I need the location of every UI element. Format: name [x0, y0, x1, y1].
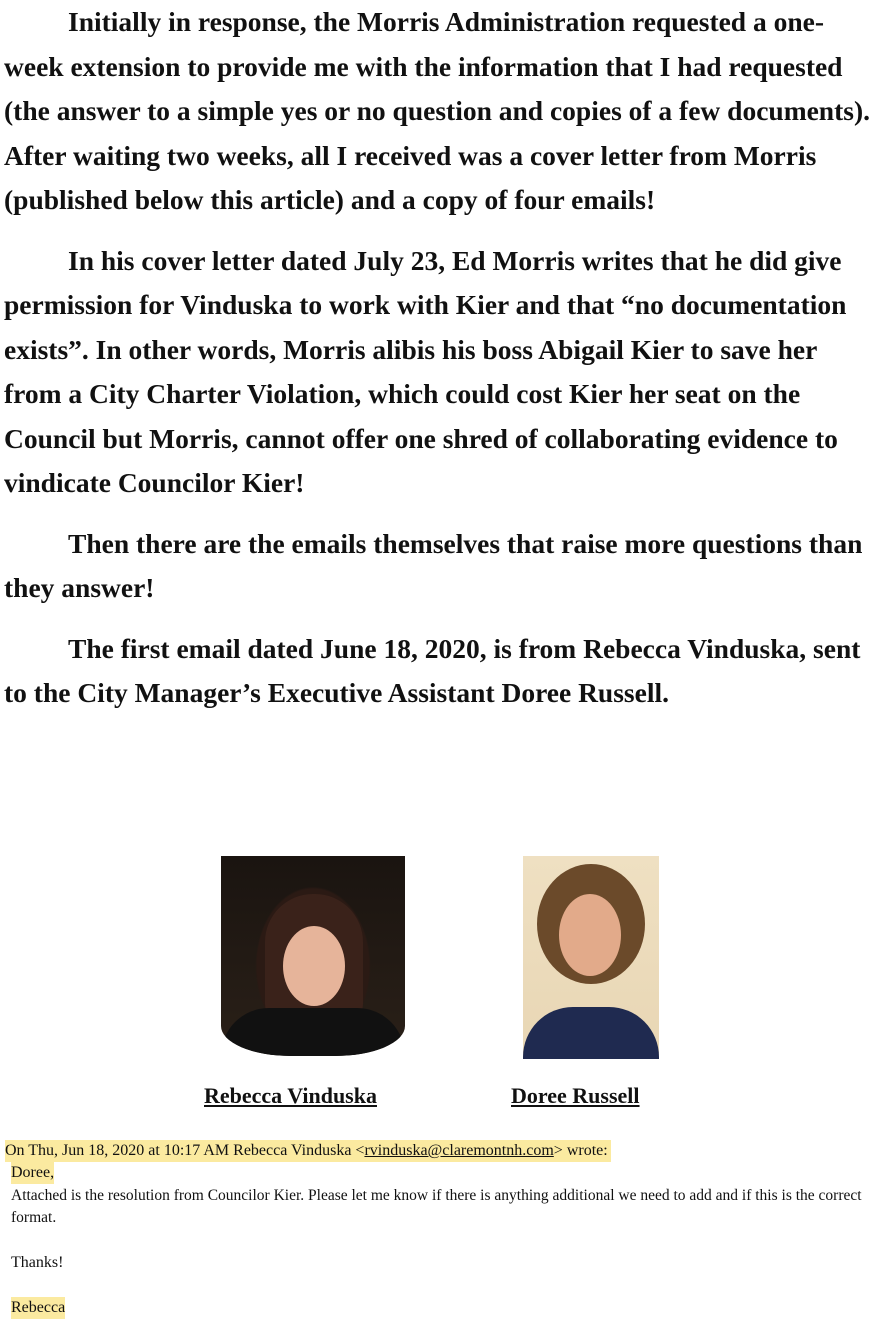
email-signature: Rebecca	[11, 1297, 65, 1319]
article-paragraph: The first email dated June 18, 2020, is from Rebecca Vinduska, sent to the City Manager’s Executive Assistant Doree Russell.	[4, 632, 861, 708]
email-body: Attached is the resolution from Councilor Kier. Please let me know if there is anything additional we need to add and if this is the correct format.	[11, 1187, 862, 1226]
email-thanks: Thanks!	[11, 1254, 64, 1271]
photo-face	[559, 894, 621, 976]
photo-shirt	[221, 1008, 405, 1056]
article-body	[4, 0, 878, 716]
article-paragraph: Then there are the emails themselves that raise more questions than they answer!	[4, 527, 863, 603]
photo-caption-rebecca: Rebecca Vinduska	[204, 1083, 377, 1108]
rebecca-vinduska-photo	[221, 856, 405, 1056]
email-greeting: Doree,	[11, 1162, 54, 1184]
photo-shirt	[523, 1007, 659, 1059]
email-header-prefix: On Thu, Jun 18, 2020 at 10:17 AM Rebecca Vinduska <	[5, 1142, 365, 1159]
article-paragraph: Initially in response, the Morris Administration requested a one-week extension to provide me with the information that I had requested (the answer to a simple yes or no question and copies of a few documents). After waiting two weeks, all I received was a cover letter from Morris (published below this article) and a copy of four emails!	[4, 6, 870, 215]
email-address-link[interactable]: rvinduska@claremontnh.com	[364, 1142, 554, 1159]
article-paragraph: In his cover letter dated July 23, Ed Morris writes that he did give permission for Vinduska to work with Kier and that “no documentation exists”. In other words, Morris alibis his boss Abigail Kier to save her from a City Charter Violation, which could cost Kier her seat on the Council but Morris, cannot offer one shred of collaborating evidence to vindicate Councilor Kier!	[4, 244, 847, 498]
photo-face	[283, 926, 345, 1006]
email-header-suffix: > wrote:	[553, 1142, 608, 1159]
email-header	[5, 1140, 611, 1162]
photo-row	[0, 856, 880, 1116]
doree-russell-photo	[523, 856, 659, 1059]
photo-caption-doree: Doree Russell	[511, 1083, 640, 1108]
